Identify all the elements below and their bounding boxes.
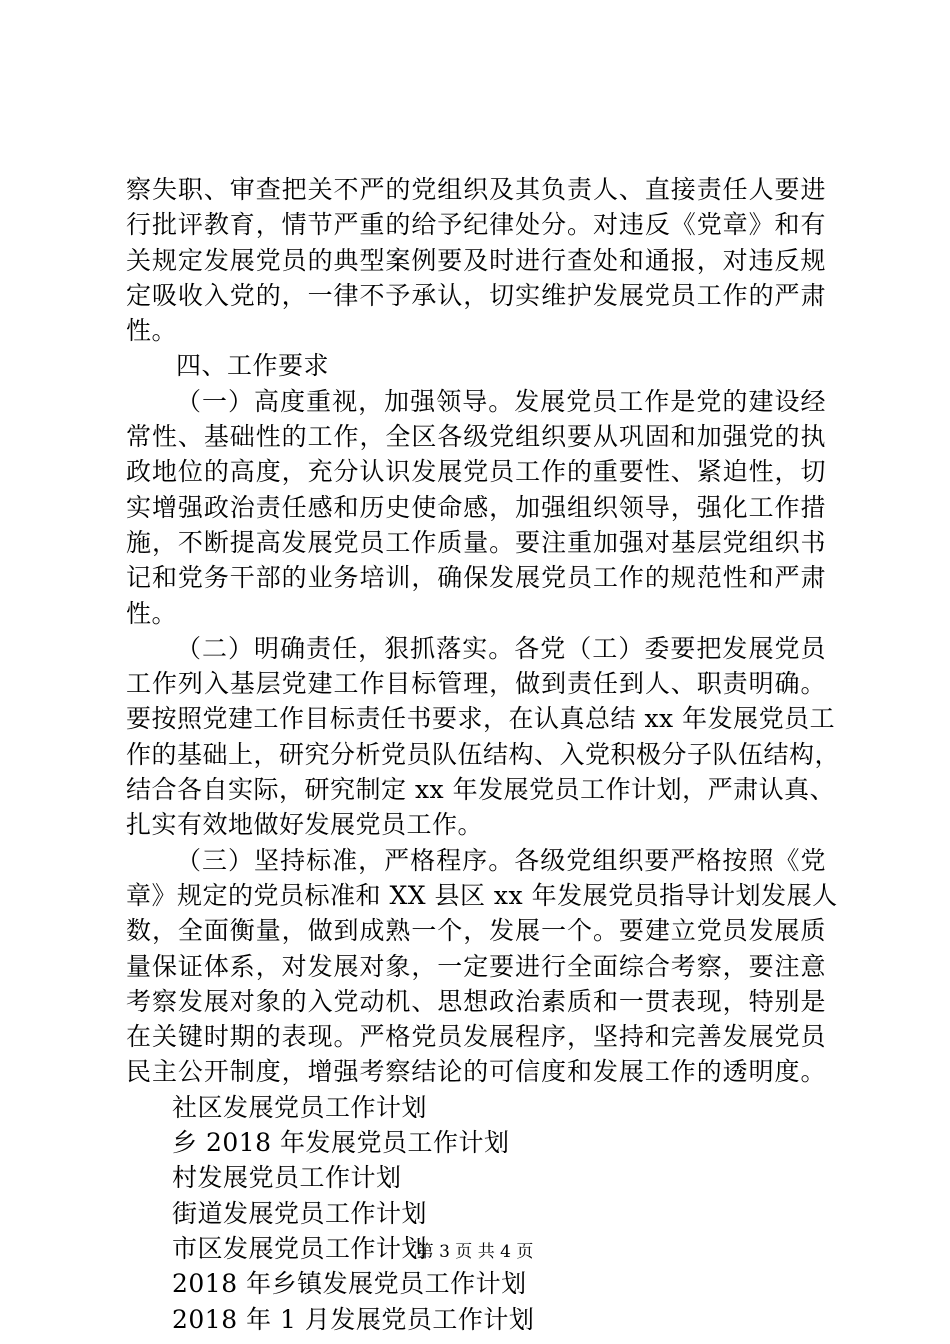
paragraph-line: 量保证体系，对发展对象，一定要进行全面综合考察，要注意 xyxy=(126,951,826,981)
related-link-item[interactable]: 市区发展党员工作计划 xyxy=(172,1233,428,1263)
paragraph-line: 施，不断提高发展党员工作质量。要注重加强对基层党组织书 xyxy=(126,527,826,557)
document-body xyxy=(126,172,841,1337)
paragraph-line: 在关键时期的表现。严格党员发展程序，坚持和完善发展党员 xyxy=(126,1022,826,1052)
related-link-item[interactable]: 街道发展党员工作计划 xyxy=(172,1198,428,1228)
paragraph-line: 记和党务干部的业务培训，确保发展党员工作的规范性和严肃 xyxy=(126,563,826,593)
paragraph-line: 行批评教育，情节严重的给予纪律处分。对违反《党章》和有 xyxy=(126,210,826,240)
paragraph-line: 性。 xyxy=(126,316,178,346)
related-link-item[interactable]: 2018 年乡镇发展党员工作计划 xyxy=(172,1269,527,1299)
paragraph-line: 工作列入基层党建工作目标管理，做到责任到人、职责明确。 xyxy=(126,669,826,699)
paragraph-line: 结合各自实际，研究制定 xx 年发展党员工作计划，严肃认真、 xyxy=(126,775,836,805)
paragraph-line: 考察发展对象的入党动机、思想政治素质和一贯表现，特别是 xyxy=(126,986,826,1016)
paragraph-line: 察失职、审查把关不严的党组织及其负责人、直接责任人要进 xyxy=(126,175,826,204)
paragraph-line: 四、工作要求 xyxy=(176,351,330,381)
related-link-item[interactable]: 村发展党员工作计划 xyxy=(172,1163,402,1193)
paragraph-line: 关规定发展党员的典型案例要及时进行查处和通报，对违反规 xyxy=(126,245,826,275)
paragraph-line: 政地位的高度，充分认识发展党员工作的重要性、紧迫性，切 xyxy=(126,457,826,487)
paragraph-line: 要按照党建工作目标责任书要求，在认真总结 xx 年发展党员工 xyxy=(126,704,836,734)
paragraph-line: 实增强政治责任感和历史使命感，加强组织领导，强化工作措 xyxy=(126,492,826,522)
paragraph-line: 章》规定的党员标准和 XX 县区 xx 年发展党员指导计划发展人 xyxy=(126,880,838,910)
related-link-item[interactable]: 乡 2018 年发展党员工作计划 xyxy=(172,1128,510,1158)
related-link-item[interactable]: 2018 年 1 月发展党员工作计划 xyxy=(172,1304,535,1334)
paragraph-line: 民主公开制度，增强考察结论的可信度和发展工作的透明度。 xyxy=(126,1057,826,1087)
paragraph-line: 数，全面衡量，做到成熟一个，发展一个。要建立党员发展质 xyxy=(126,916,826,946)
paragraph-line: 性。 xyxy=(126,598,178,628)
paragraph-line: 作的基础上，研究分析党员队伍结构、入党积极分子队伍结构， xyxy=(126,739,841,769)
related-link-item[interactable]: 社区发展党员工作计划 xyxy=(172,1092,428,1122)
paragraph-line: （一）高度重视，加强领导。发展党员工作是党的建设经 xyxy=(176,386,826,416)
paragraph-line: （三）坚持标准，严格程序。各级党组织要严格按照《党 xyxy=(176,845,826,875)
page-footer: 第 3 页 共 4 页 xyxy=(416,1242,534,1262)
paragraph-line: 扎实有效地做好发展党员工作。 xyxy=(126,810,484,840)
paragraph-line: 定吸收入党的，一律不予承认，切实维护发展党员工作的严肃 xyxy=(126,280,826,310)
paragraph-line: （二）明确责任，狠抓落实。各党（工）委要把发展党员 xyxy=(176,633,826,663)
paragraph-line: 常性、基础性的工作，全区各级党组织要从巩固和加强党的执 xyxy=(126,422,826,452)
